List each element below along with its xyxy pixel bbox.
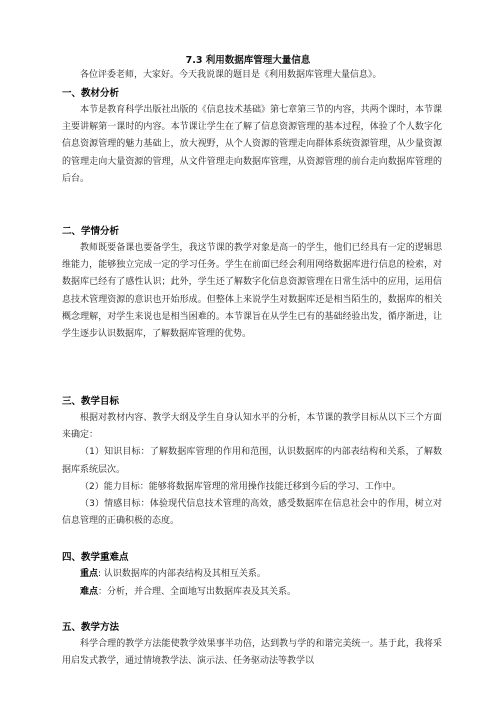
intro-block xyxy=(62,67,442,84)
intro-paragraph: 各位评委老师，大家好。今天我说课的题目是《利用数据库管理大量信息》。 xyxy=(80,70,382,80)
document-title: 7.3 利用数据库管理大量信息 xyxy=(185,55,311,66)
hard-point-label: 难点 xyxy=(80,586,99,597)
section-heading-goals: 三、教学目标 xyxy=(62,396,120,407)
hard-point xyxy=(62,584,442,602)
section-methods xyxy=(62,619,442,670)
section-goals xyxy=(62,393,442,530)
section-body-goals: 根据对教材内容、教学大纲及学生自身认知水平的分析，本节课的教学目标从以下三个方面来确定： xyxy=(62,413,442,441)
goal-emotion: （3）情感目标：体验现代信息技术管理的高效，感受数据库在信息社会中的作用，树立对信息管理的正确积极的态度。 xyxy=(62,499,442,527)
section-students xyxy=(62,223,442,343)
section-heading-methods: 五、教学方法 xyxy=(62,622,120,633)
goal-knowledge: （1）知识目标：了解数据库管理的作用和范围，认识数据库的内部表结构和关系，了解数据库系统层次。 xyxy=(62,447,442,475)
section-heading-textbook: 一、教材分析 xyxy=(62,88,120,99)
section-heading-students: 二、学情分析 xyxy=(62,226,120,237)
section-body-students: 教师既要备课也要备学生，我这节课的教学对象是高一的学生，他们已经具有一定的逻辑思维能力，能够独立完成一定的学习任务。学生在前面已经会利用网络数据库进行信息的检索，对数据库已经有了感性认识；此外，学生还了解数字化信息资源管理在日常生活中的应用，运用信息技术管理资源的意识也开始形成。但整体上来说学生对数据库还是相当陌生的，数据库的相关概念理解，对学生来说也是相当困难的。本节课旨在从学生已有的基础经验出发，循序渐进，让学生逐步认识数据库，了解数据库管理的优势。 xyxy=(62,243,442,340)
section-focus xyxy=(62,549,442,601)
section-heading-focus: 四、教学重难点 xyxy=(62,552,129,563)
hard-point-text: ：分析，并合理、全面地写出数据库表及其关系。 xyxy=(98,586,297,597)
goal-ability: （2）能力目标：能够将数据库管理的常用操作技能迁移到今后的学习、工作中。 xyxy=(80,481,401,492)
section-textbook xyxy=(62,85,442,188)
key-point-text: : 认识数据库的内部表结构及其相互关系。 xyxy=(98,569,266,579)
key-point xyxy=(62,566,442,584)
key-point-label: 重点 xyxy=(80,569,99,579)
section-body-methods: 科学合理的教学方法能使教学效果事半功倍，达到教与学的和谐完美统一。基于此，我将采用启发式教学，通过情境教学法、演示法、任务驱动法等教学以 xyxy=(62,639,442,667)
section-body-textbook: 本节是教育科学出版社出版的《信息技术基础》第七章第三节的内容，共两个课时，本节课主要讲解第一课时的内容。本节课让学生在了解了信息资源管理的基本过程，体验了个人数字化信息资源管理的魅力基础上，放大视野，从个人资源的管理走向群体系统资源管理，从少量资源的管理走向大量资源的管理，从文件管理走向数据库管理，从资源管理的前台走向数据库管理的后台。 xyxy=(62,105,442,184)
